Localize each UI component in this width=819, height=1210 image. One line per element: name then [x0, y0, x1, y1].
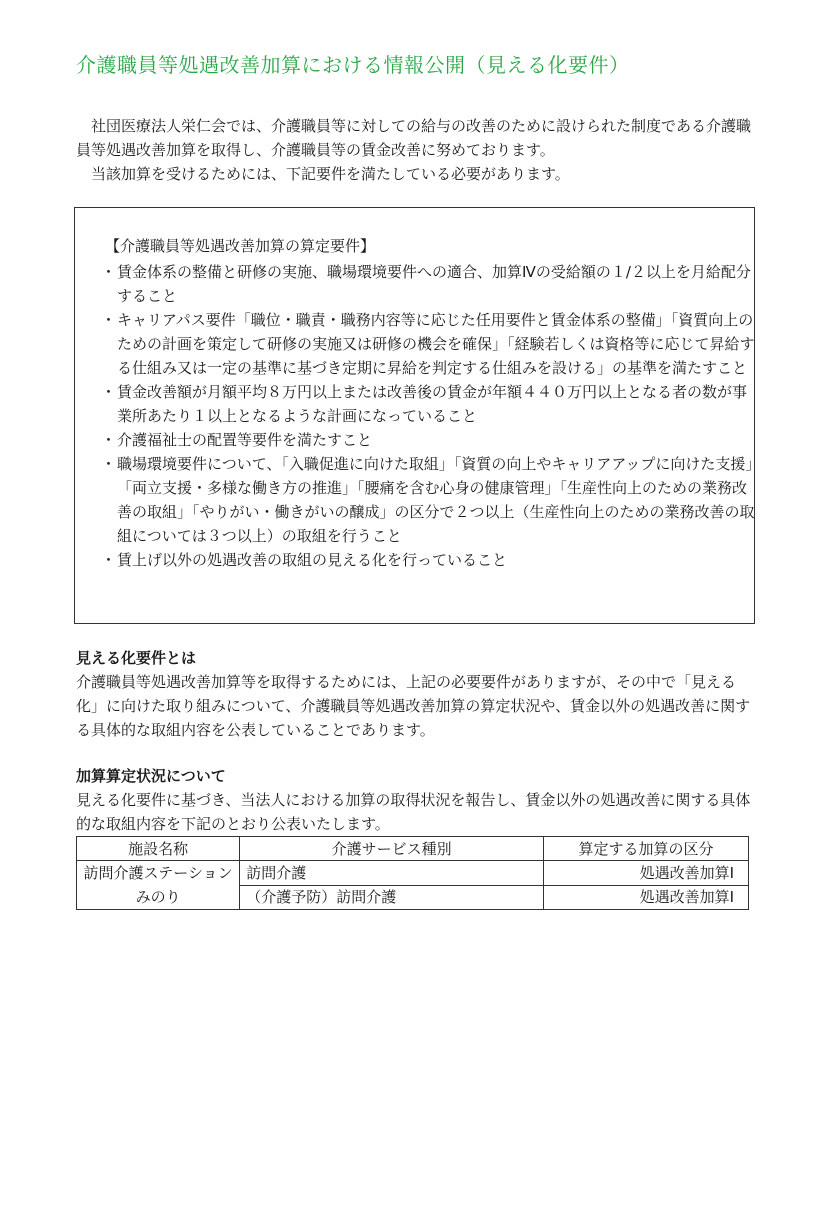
requirements-heading: 【介護職員等処遇改善加算の算定要件】 — [105, 237, 376, 255]
facility-name-cell: 訪問介護ステーションみのり — [77, 861, 240, 910]
header-service: 介護サービス種別 — [240, 837, 544, 861]
addition-cell: 処遇改善加算Ⅰ — [543, 885, 748, 910]
requirements-box — [74, 207, 755, 624]
requirement-item: ・ 職場環境要件について、「入職促進に向けた取組」「資質の向上やキャリアアップに向けた支援」「両立支援・多様な働き方の推進」「腰痛を含む心身の健康管理」「生産性向上のための業務改善の取組」「やりがい・働きがいの醸成」の区分で２つ以上（生産性向上のための業務改善の取組については３つ以上）の取組を行うこと — [103, 452, 755, 548]
header-facility: 施設名称 — [77, 837, 240, 861]
visibility-body: 介護職員等処遇改善加算等を取得するためには、上記の必要要件がありますが、その中で「見える化」に向けた取り組みについて、介護職員等処遇改善加算の算定状況や、賃金以外の処遇改善に関する具体的な取組内容を公表していることであります。 — [76, 673, 751, 739]
addition-cell: 処遇改善加算Ⅰ — [543, 861, 748, 886]
status-section — [76, 764, 756, 836]
requirement-item: ・ 賃上げ以外の処遇改善の取組の見える化を行っていること — [103, 548, 755, 572]
status-table — [76, 836, 749, 910]
requirements-list — [103, 260, 754, 572]
status-heading: 加算算定状況について — [76, 767, 226, 785]
table-row — [77, 861, 749, 886]
service-cell: （介護予防）訪問介護 — [240, 885, 544, 910]
header-addition: 算定する加算の区分 — [543, 837, 748, 861]
status-body: 見える化要件に基づき、当法人における加算の取得状況を報告し、賃金以外の処遇改善に関する具体的な取組内容を下記のとおり公表いたします。 — [76, 791, 751, 833]
page-title: 介護職員等処遇改善加算における情報公開（見える化要件） — [76, 53, 630, 77]
requirement-item: ・ 賃金改善額が月額平均８万円以上または改善後の賃金が年額４４０万円以上となる者の数が事業所あたり１以上となるような計画になっていること — [103, 380, 755, 428]
table-header-row — [77, 837, 749, 861]
intro-paragraph-2: 当該加算を受けるためには、下記要件を満たしている必要があります。 — [91, 165, 570, 183]
visibility-heading: 見える化要件とは — [76, 649, 197, 667]
requirement-item: ・ 賃金体系の整備と研修の実施、職場環境要件への適合、加算Ⅳの受給額の１/２以上を月給配分すること — [103, 260, 755, 308]
requirement-item: ・ キャリアパス要件「職位・職責・職務内容等に応じた任用要件と賃金体系の整備」「資質向上のための計画を策定して研修の実施又は研修の機会を確保」「経験若しくは資格等に応じて昇給する仕組み又は一定の基準に基づき定期に昇給を判定する仕組みを設ける」の基準を満たすこと — [103, 308, 755, 380]
requirement-item: ・ 介護福祉士の配置等要件を満たすこと — [103, 428, 755, 452]
visibility-section — [76, 646, 756, 742]
intro-section — [76, 114, 756, 186]
intro-paragraph-1: 社団医療法人栄仁会では、介護職員等に対しての給与の改善のために設けられた制度である介護職員等処遇改善加算を取得し、介護職員等の賃金改善に努めております。 — [76, 117, 752, 159]
service-cell: 訪問介護 — [240, 861, 544, 886]
